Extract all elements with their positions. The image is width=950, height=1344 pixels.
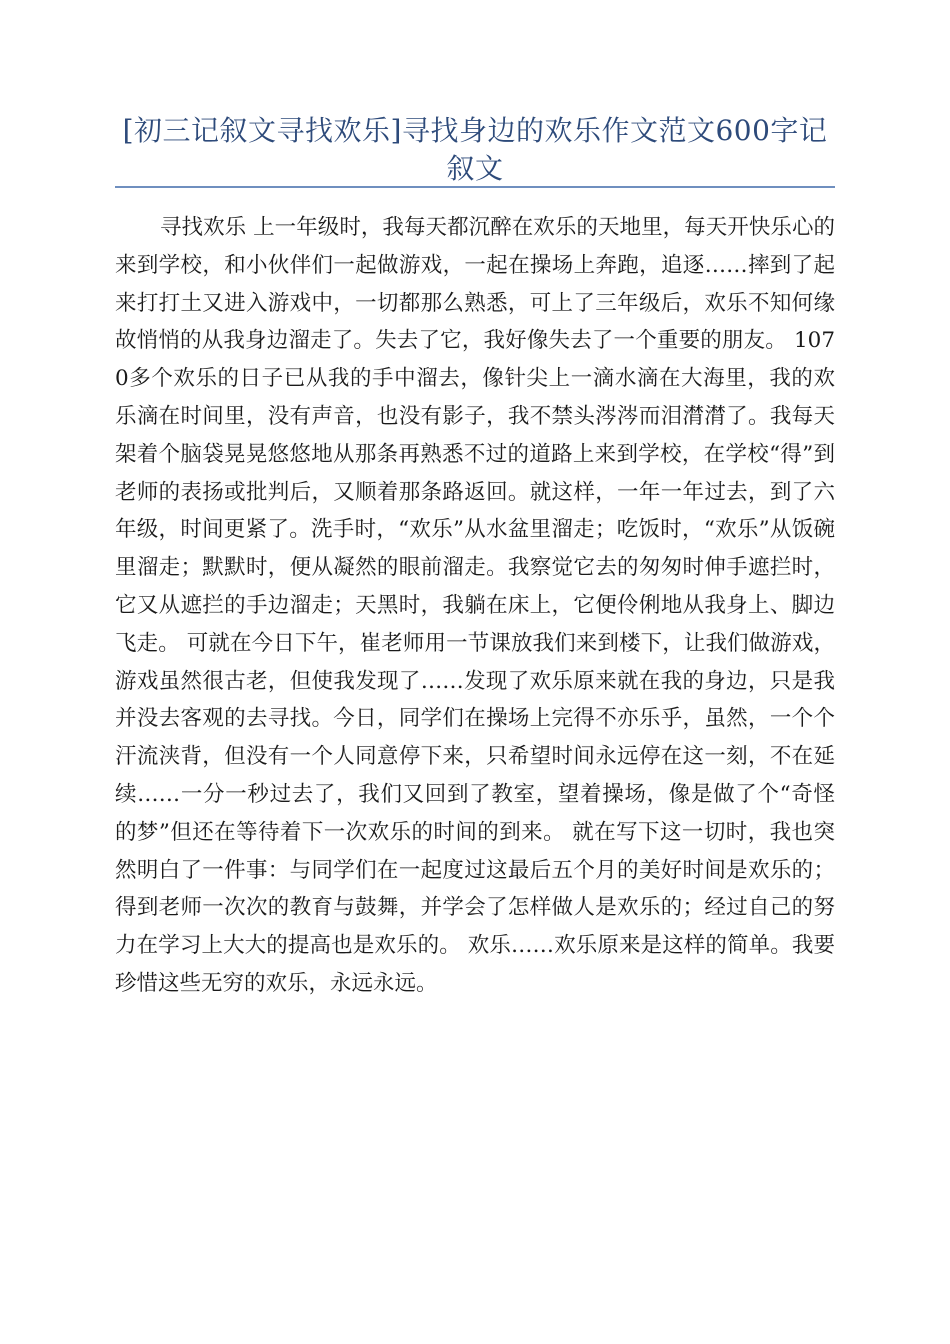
document-title: [初三记叙文寻找欢乐]寻找身边的欢乐作文范文600字记叙文 <box>122 114 828 185</box>
title-block <box>115 112 835 188</box>
title-divider <box>115 186 835 188</box>
article-body: 寻找欢乐 上一年级时，我每天都沉醉在欢乐的天地里，每天开快乐心的来到学校，和小伙伴们一起做游戏，一起在操场上奔跑，追逐……摔到了起来打打土又进入游戏中，一切都那么熟悉，可上了三年级后，欢乐不知何缘故悄悄的从我身边溜走了。失去了它，我好像失去了一个重要的朋友。 1070多个欢乐的日子已从我的手中溜去，像针尖上一滴水滴在大海里，我的欢乐滴在时间里，没有声音，也没有影子，我不禁头涔涔而泪潸潸了。我每天架着个脑袋晃晃悠悠地从那条再熟悉不过的道路上来到学校，在学校“得”到老师的表扬或批判后，又顺着那条路返回。就这样，一年一年过去，到了六年级，时间更紧了。洗手时，“欢乐”从水盆里溜走；吃饭时，“欢乐”从饭碗里溜走；默默时，便从凝然的眼前溜走。我察觉它去的匆匆时伸手遮拦时，它又从遮拦的手边溜走；天黑时，我躺在床上，它便伶俐地从我身上、脚边飞走。 可就在今日下午，崔老师用一节课放我们来到楼下，让我们做游戏，游戏虽然很古老，但使我发现了……发现了欢乐原来就在我的身边，只是我并没去客观的去寻找。今日，同学们在操场上完得不亦乐乎，虽然，一个个汗流浃背，但没有一个人同意停下来，只希望时间永远停在这一刻，不在延续……一分一秒过去了，我们又回到了教室，望着操场，像是做了个“奇怪的梦”但还在等待着下一次欢乐的时间的到来。 就在写下这一切时，我也突然明白了一件事：与同学们在一起度过这最后五个月的美好时间是欢乐的；得到老师一次次的教育与鼓舞，并学会了怎样做人是欢乐的；经过自己的努力在学习上大大的提高也是欢乐的。 欢乐……欢乐原来是这样的简单。我要珍惜这些无穷的欢乐，永远永远。 <box>115 215 835 996</box>
